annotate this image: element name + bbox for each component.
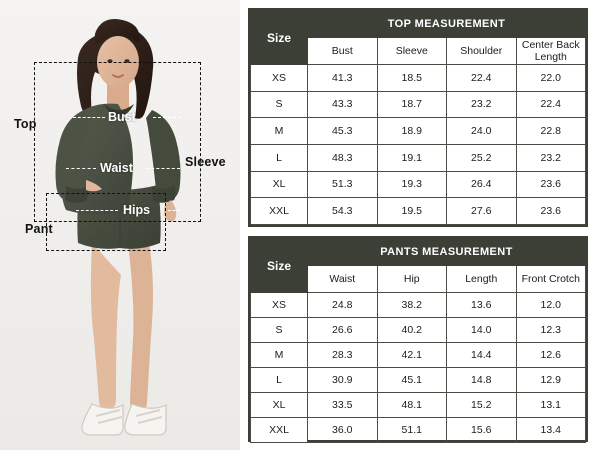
pants-cell-waist: 26.6	[308, 318, 378, 343]
top-row-size: S	[251, 91, 308, 118]
top-cell-bust: 41.3	[308, 65, 378, 92]
pants-cell-length: 14.0	[447, 318, 517, 343]
top-cell-sleeve: 19.5	[377, 198, 447, 225]
top-col-sleeve: Sleeve	[377, 38, 447, 65]
table-row	[251, 318, 586, 343]
top-cell-sleeve: 18.9	[377, 118, 447, 145]
top-row-size: XS	[251, 65, 308, 92]
pants-cell-front-crotch: 12.9	[516, 368, 586, 393]
top-cell-cbl: 22.8	[516, 118, 586, 145]
label-top: Top	[14, 117, 37, 131]
top-cell-sleeve: 18.5	[377, 65, 447, 92]
table-row	[251, 368, 586, 393]
model-photo-panel	[0, 0, 240, 450]
pants-row-size: L	[251, 368, 308, 393]
pants-size-header: Size	[251, 239, 308, 293]
pants-cell-hip: 51.1	[377, 418, 447, 443]
label-pant: Pant	[25, 222, 53, 236]
pants-cell-waist: 24.8	[308, 293, 378, 318]
pants-col-hip: Hip	[377, 266, 447, 293]
pants-cell-hip: 45.1	[377, 368, 447, 393]
pants-col-length: Length	[447, 266, 517, 293]
label-bust: Bust	[108, 110, 136, 124]
top-cell-cbl: 22.4	[516, 91, 586, 118]
pants-row-size: M	[251, 343, 308, 368]
measurement-tables	[243, 0, 600, 450]
top-cell-shoulder: 24.0	[447, 118, 517, 145]
pants-measurement-card	[248, 236, 588, 442]
pants-row-size: XL	[251, 393, 308, 418]
pants-cell-hip: 38.2	[377, 293, 447, 318]
pants-cell-length: 15.6	[447, 418, 517, 443]
bust-line-right	[153, 117, 181, 118]
table-row	[251, 144, 586, 171]
top-size-header: Size	[251, 11, 308, 65]
top-cell-bust: 51.3	[308, 171, 378, 198]
label-sleeve: Sleeve	[185, 155, 226, 169]
pants-row-size: S	[251, 318, 308, 343]
top-cell-sleeve: 18.7	[377, 91, 447, 118]
top-cell-bust: 45.3	[308, 118, 378, 145]
top-row-size: XL	[251, 171, 308, 198]
pants-cell-hip: 42.1	[377, 343, 447, 368]
table-row	[251, 65, 586, 92]
waist-line-right	[146, 168, 180, 169]
label-hips: Hips	[123, 203, 151, 217]
pants-row-size: XXL	[251, 418, 308, 443]
pants-cell-front-crotch: 12.3	[516, 318, 586, 343]
table-row	[251, 118, 586, 145]
table-row	[251, 343, 586, 368]
pants-cell-waist: 36.0	[308, 418, 378, 443]
top-cell-sleeve: 19.3	[377, 171, 447, 198]
pants-cell-length: 13.6	[447, 293, 517, 318]
label-waist: Waist	[100, 161, 133, 175]
pants-cell-length: 14.8	[447, 368, 517, 393]
top-cell-cbl: 23.6	[516, 198, 586, 225]
top-cell-cbl: 23.2	[516, 144, 586, 171]
top-cell-shoulder: 26.4	[447, 171, 517, 198]
top-col-shoulder: Shoulder	[447, 38, 517, 65]
pants-table-title: PANTS MEASUREMENT	[308, 239, 586, 266]
pants-measurement-table	[250, 238, 586, 443]
pants-cell-front-crotch: 13.1	[516, 393, 586, 418]
pants-cell-length: 15.2	[447, 393, 517, 418]
pants-col-front-crotch: Front Crotch	[516, 266, 586, 293]
top-row-size: L	[251, 144, 308, 171]
top-cell-bust: 48.3	[308, 144, 378, 171]
top-row-size: M	[251, 118, 308, 145]
pant-measure-box	[46, 193, 166, 251]
pants-row-size: XS	[251, 293, 308, 318]
top-measurement-card	[248, 8, 588, 227]
top-cell-sleeve: 19.1	[377, 144, 447, 171]
top-cell-cbl: 23.6	[516, 171, 586, 198]
table-row	[251, 393, 586, 418]
table-row	[251, 198, 586, 225]
top-cell-bust: 43.3	[308, 91, 378, 118]
top-cell-shoulder: 22.4	[447, 65, 517, 92]
pants-cell-hip: 48.1	[377, 393, 447, 418]
pants-cell-front-crotch: 13.4	[516, 418, 586, 443]
top-cell-cbl: 22.0	[516, 65, 586, 92]
bust-line-left	[73, 117, 105, 118]
top-row-size: XXL	[251, 198, 308, 225]
pants-cell-front-crotch: 12.0	[516, 293, 586, 318]
waist-line-left	[66, 168, 96, 169]
pants-col-waist: Waist	[308, 266, 378, 293]
top-measurement-table	[250, 10, 586, 225]
pants-cell-waist: 30.9	[308, 368, 378, 393]
top-cell-shoulder: 25.2	[447, 144, 517, 171]
top-col-bust: Bust	[308, 38, 378, 65]
top-col-center-back-length: Center Back Length	[516, 38, 586, 65]
top-cell-shoulder: 27.6	[447, 198, 517, 225]
top-cell-shoulder: 23.2	[447, 91, 517, 118]
pants-cell-length: 14.4	[447, 343, 517, 368]
pants-cell-front-crotch: 12.6	[516, 343, 586, 368]
pants-cell-waist: 33.5	[308, 393, 378, 418]
pants-cell-waist: 28.3	[308, 343, 378, 368]
top-cell-bust: 54.3	[308, 198, 378, 225]
table-row	[251, 91, 586, 118]
hips-line-left	[76, 210, 118, 211]
table-row	[251, 293, 586, 318]
hips-line-right	[168, 210, 180, 211]
pants-cell-hip: 40.2	[377, 318, 447, 343]
table-row	[251, 171, 586, 198]
top-table-title: TOP MEASUREMENT	[308, 11, 586, 38]
table-row	[251, 418, 586, 443]
